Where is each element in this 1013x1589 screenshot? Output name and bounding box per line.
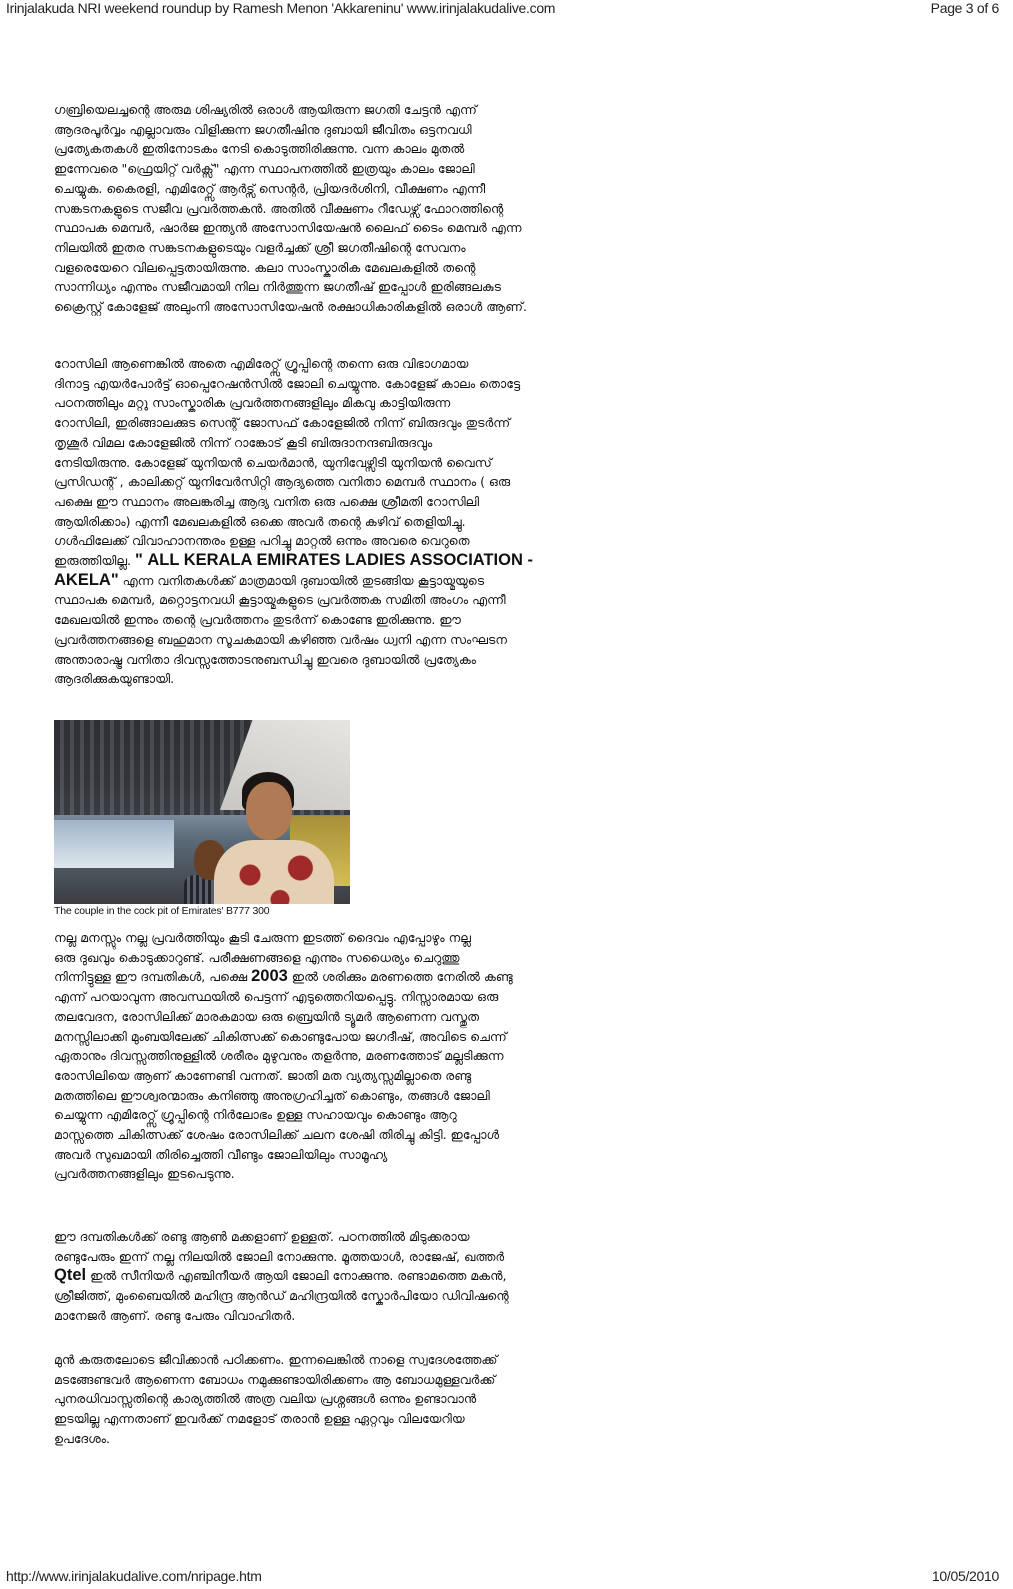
year-2003: 2003 [251, 967, 288, 986]
paragraph-children-a: ഈ ദമ്പതികൾക്ക് രണ്ടു ആൺ മക്കളാണ് ഉള്ളത്. പഠനത്തിൽ മിടുക്കരായ രണ്ടുപേരും ഇന്ന് നല്ല നിലയിൽ ജോലി നോക്കുന്നു. മൂത്തയാൾ, രാജേഷ്, ഖത്തർ [54, 1229, 505, 1264]
paragraph-jagadeesh-intro: ഗബ്രിയെലച്ചന്റെ അരുമ ശിഷ്യരിൽ ഒരാൾ ആയിരുന്ന ജഗതി ചേട്ടൻ എന്ന് ആദരപൂർവ്വം എല്ലാവരും വിളിക്കുന്ന ജഗതീഷിനു ദുബായി ജീവിതം ഒട്ടനവധി പ്രത്യേകതകൾ ഇതിനോടകം നേടി കൊടുത്തിരിക്കുന്നു. വന്ന കാലം മുതൽ ഇന്നേവരെ "ഫ്രെയിറ്റ് വർക്സ്" എന്ന സ്ഥാപനത്തിൽ ഇത്രയും കാലം ജോലി ചെയ്യുക. കൈരളി, എമിരേറ്റ്സ് ആർട്സ് സെന്റർ, പ്രിയദർശിനി, വീക്ഷണം എന്നീ സങ്കടനകളുടെ സജീവ പ്രവർത്തകൻ. അതിൽ വീക്ഷണം റീഡേഴ്സ് ഫോറത്തിന്റെ സ്ഥാപക മെമ്പർ, ഷാർജ ഇന്ത്യൻ അസോസിയേഷൻ ലൈഫ് ടൈം മെമ്പർ എന്ന നിലയിൽ ഇതര സങ്കടനകളുടെയും വളർച്ചക്ക് ശ്രീ ജഗതീഷിന്റെ സേവനം വളരെയേറെ വിലപ്പെട്ടതായിരുന്നു. കലാ സാംസ്കാരിക മേഖലകളിൽ തന്റെ സാന്നിധ്യം എന്നും സജീവമായി നില നിർത്തുന്ന ജഗതീഷ് ഇപ്പോൾ ഇരിങ്ങലകുട ക്രൈസ്റ്റ് കോളേജ് അലുംനി അസോസിയേഷൻ രക്ഷാധികാരികളിൽ ഒരാൾ ആണ്. [54, 102, 527, 315]
company-qtel: Qtel [54, 1266, 87, 1285]
paragraph-children [54, 1227, 634, 1326]
paragraph-children-b: ഇൽ സീനിയർ എഞ്ചിനീയർ ആയി ജോലി നോക്കുന്നു. രണ്ടാമത്തെ മകൻ, ശ്രീജിത്ത്, മുംബൈയിൽ മഹിന്ദ്ര ആൻഡ് മഹിന്ദ്രയിൽ സ്കോർപിയോ ഡിവിഷന്റെ മാനേജർ ആണ്. രണ്ടു പേരും വിവാഹിതർ. [54, 1268, 509, 1323]
woman-figure-body [214, 840, 334, 904]
header-title: Irinjalakuda NRI weekend roundup by Ramesh Menon 'Akkareninu' www.irinjalakudalive.com [6, 0, 556, 16]
footer-url[interactable]: http://www.irinjalakudalive.com/nripage.htm [6, 1568, 262, 1584]
page-header [0, 0, 1013, 20]
paragraph-advice: മുൻ കരുതലോടെ ജീവിക്കാൻ പഠിക്കണം. ഇന്നലെങ്കിൽ നാളെ സ്വദേശത്തേക്ക് മടങ്ങേണ്ടവർ ആണെന്ന ബോധം നമുക്കുണ്ടായിരിക്കണം ആ ബോധമുള്ളവർക്ക് പുനരധിവാസ്സതിന്റെ കാര്യത്തിൽ അത്ര വലിയ പ്രശ്നങ്ങൾ ഒന്നും ഉണ്ടാവാൻ ഇടയില്ല എന്നതാണ് ഇവർക്ക് നമളോട് തരാൻ ഉള്ള ഏറ്റവും വിലയേറിയ ഉപദേശം. [54, 1352, 498, 1446]
paragraph-rosily [54, 354, 634, 689]
page-indicator: Page 3 of 6 [930, 0, 999, 16]
photo-figure [54, 720, 352, 917]
woman-figure-head [246, 782, 292, 840]
paragraph-rosily-main: റോസിലി ആണെങ്കിൽ അതെ എമിരേറ്റ്സ് ഗ്രൂപ്പിന്റെ തന്നെ ഒരു വിഭാഗമായ ദിനാട്ട എയർപോർട്ട് ഓപ്പെറേഷൻസിൽ ജോലി ചെയ്യുന്നു. കോളേജ് കാലം തൊട്ടേ പഠനത്തിലും മറ്റു സാംസ്കാരിക പ്രവർത്തനങ്ങളിലും മികവു കാട്ടിയിരുന്ന റോസിലി, ഇരിങ്ങാലക്കുട സെന്റ് ജോസഫ് കോളേജിൽ നിന്ന് ബിരുദവും തുടർന്ന് തൃശൂർ വിമല കോളേജിൽ നിന്ന് റാങ്കോട് കൂടി ബിരുദാനന്ദബിരുദവും നേടിയിരുന്നു. കോളേജ് യുനിയൻ ചെയർമാൻ, യുനിവേഴ്സിടി യുനിയൻ വൈസ് പ്രസിഡന്റ് , കാലിക്കറ്റ് യുനിവേർസിറ്റി ആദ്യത്തെ വനിതാ മെമ്പർ സ്ഥാനം ( ഒരു പക്ഷെ ഈ സ്ഥാനം അലങ്കരിച്ച ആദ്യ വനിത ഒരു പക്ഷെ ശ്രീമതി റോസിലി ആയിരിക്കാം) എന്നീ മേഖലകളിൽ ഒക്കെ അവർ തന്റെ കഴിവ് തെളിയിച്ചു. ഗൾഫിലേക്ക് വിവാഹാനന്തരം ഉള്ള പറിച്ചു മാറ്റൽ ഒന്നും അവരെ വെറുതെ ഇരുത്തിയില്ല. [54, 356, 521, 569]
cockpit-window [54, 820, 174, 868]
paragraph-illness-b: ഇൽ ശരിക്കും മരണത്തെ നേരിൽ കണ്ടു എന്ന് പറയാവുന്ന അവസ്ഥയിൽ പെട്ടന്ന് എടുത്തെറിയപ്പെട്ടു. നിസ്സാരമായ ഒരു തലവേദന, രോസിലിക്ക് മാരകമായ ഒരു ബ്രെയിൻ ട്യൂമർ ആണെന്ന വസ്തുത മനസ്സിലാക്കി മുംബയിലേക്ക് ചികിത്സക്ക് കൊണ്ടുപോയ ജഗദീഷ്, അവിടെ ചെന്ന് ഏതാനും ദിവസ്സത്തിനുള്ളിൽ ശരീരം മുഴുവനും തളർന്നു, മരണത്തോട് മല്ലടിക്കുന്ന രോസിലിയെ ആണ് കാണേണ്ടി വന്നത്. ജാതി മത വ്യത്യസ്സമില്ലാതെ രണ്ടു മതത്തിലെ ഈശ്വരന്മാരും കനിഞ്ഞു അനുഗ്രഹിച്ചത് കൊണ്ടും, തങ്ങൾ ജോലി ചെയ്യുന്ന എമിരേറ്റ്സ് ഗ്രൂപ്പിന്റെ നിർലോഭം ഉള്ള സഹായവും കൊണ്ടും ആറു മാസ്സത്തെ ചികിത്സക്ക് ശേഷം രോസിലിക്ക് ചലന ശേഷി തിരിച്ചു കിട്ടി. ഇപ്പോൾ അവർ സുഖമായി തിരിച്ചെത്തി വീണ്ടും ജോലിയിലും സാമൂഹ്യ പ്രവർത്തനങ്ങളിലും ഇടപെടുന്നു. [54, 969, 513, 1182]
paragraph-illness-a: നല്ല മനസ്സും നല്ല പ്രവർത്തിയും കൂടി ചേരുന്ന ഇടത്ത് ദൈവം എപ്പോഴും നല്ല ഒരു ദുഖവും കൊടുക്കാറുണ്ട്. പരീക്ഷണങ്ങളെ എന്നും സധൈര്യം ചെറുത്തു നിന്നിട്ടുള്ള ഈ ദമ്പതികൾ, പക്ഷെ [54, 930, 471, 985]
photo-caption: The couple in the cock pit of Emirates' B777 300 [54, 905, 270, 917]
page-footer [0, 1568, 1013, 1588]
footer-date: 10/05/2010 [931, 1568, 999, 1584]
paragraph-illness [54, 928, 634, 1184]
couple-cockpit-photo [54, 720, 350, 904]
paragraph-rosily-tail: എന്ന വനിതകൾക്ക് മാത്രമായി ദുബായിൽ തുടങ്ങിയ കൂട്ടായ്മയുടെ സ്ഥാപക മെമ്പർ, മറ്റൊട്ടനവധി കൂട്ടായ്മകളുടെ പ്രവർത്തക സമിതി അംഗം എന്നീ മേഖലയിൽ ഇന്നും തന്റെ പ്രവർത്തനം തുടർന്ന് കൊണ്ടേ ഇരിക്കുന്നു. ഈ പ്രവർത്തനങ്ങളെ ബഹുമാന സൂചകമായി കഴിഞ്ഞ വർഷം ധ്വനി എന്ന സംഘടന അന്താരാഷ്ട്ര വനിതാ ദിവസ്സത്തോടനുബന്ധിച്ചു ഇവരെ ദുബായിൽ പ്രത്യേകം ആദരിക്കുകയുണ്ടായി. [54, 572, 507, 687]
akela-name: " ALL KERALA EMIRATES LADIES ASSOCIATION - AKELA" [54, 551, 533, 589]
